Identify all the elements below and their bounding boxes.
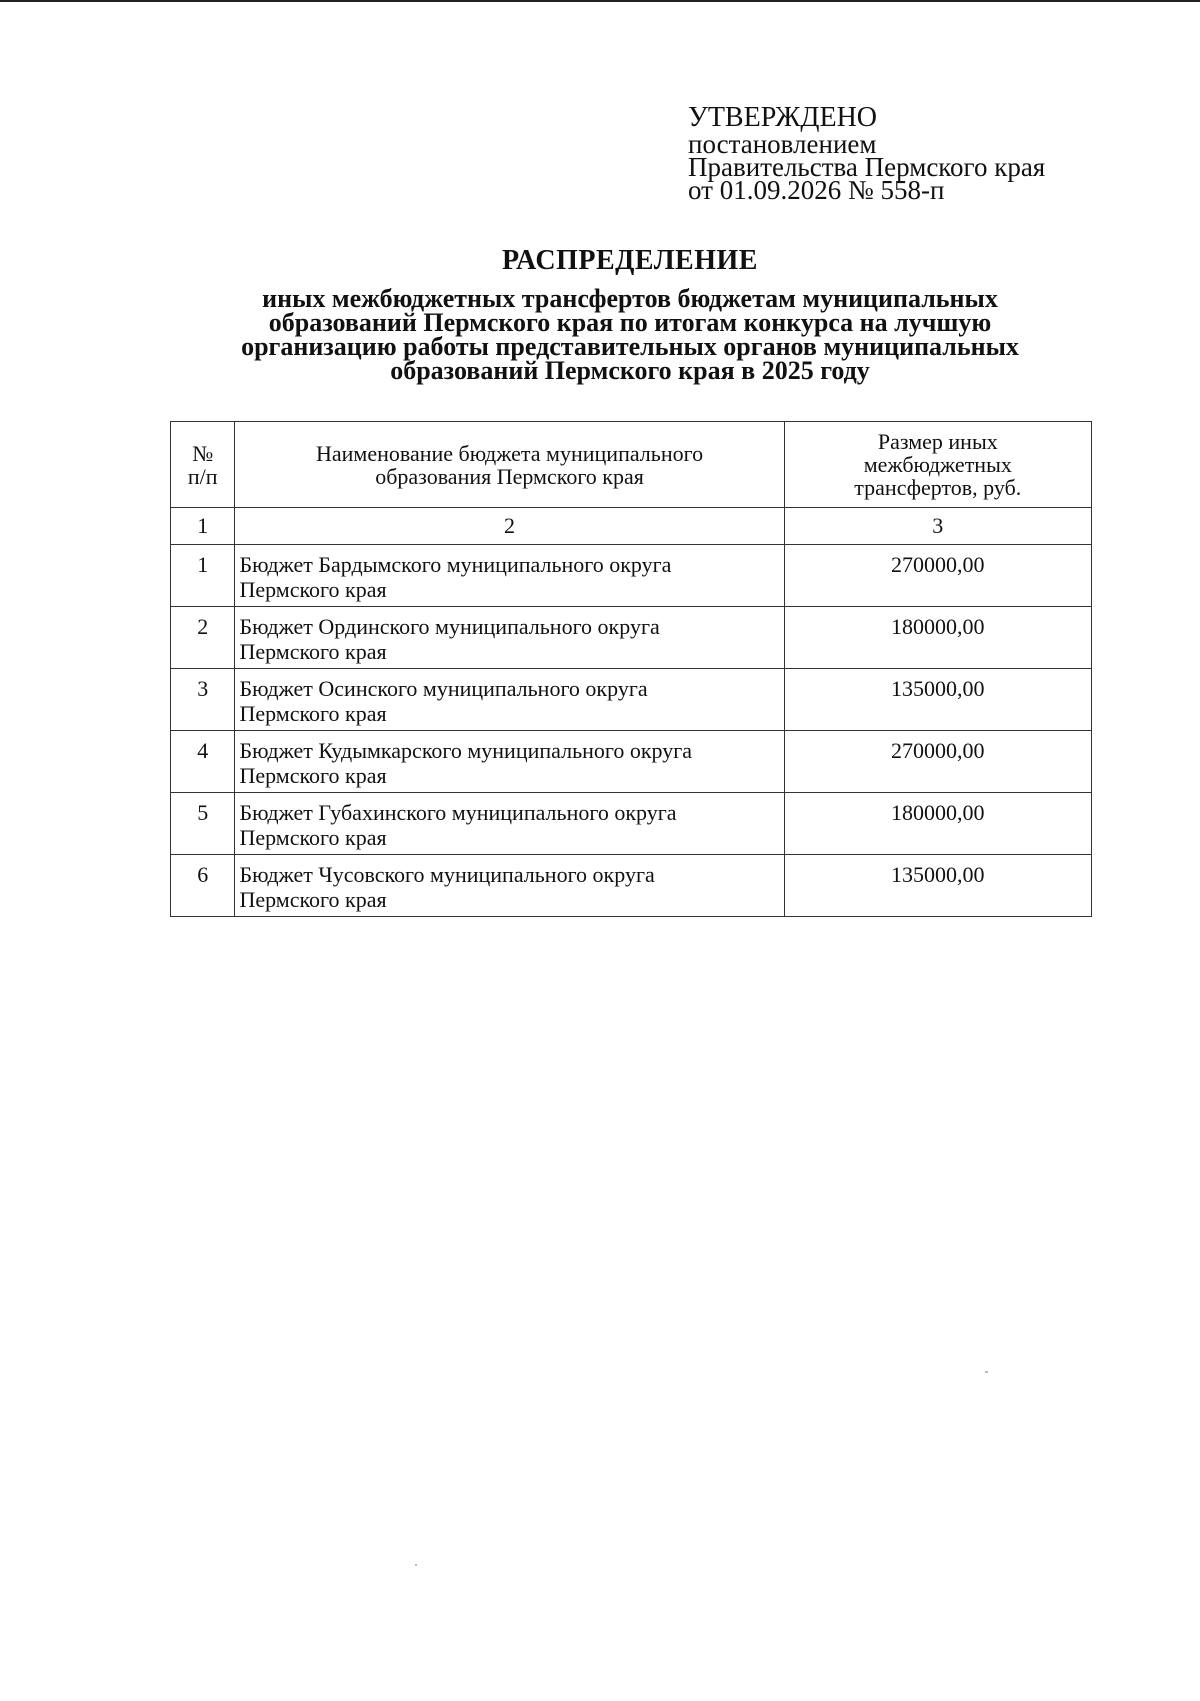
subtitle-line: организацию работы представительных органов муниципальных (241, 332, 1019, 361)
budget-name-line: Пермского края (239, 639, 387, 664)
budget-name-line: Бюджет Чусовского муниципального округа (239, 862, 655, 887)
column-number: 2 (235, 508, 784, 545)
budget-name (235, 669, 784, 731)
transfer-amount: 270000,00 (784, 545, 1091, 607)
document-subtitle (180, 284, 1080, 385)
document-title: РАСПРЕДЕЛЕНИЕ (502, 245, 758, 276)
subtitle-line: иных межбюджетных трансфертов бюджетам муниципальных (262, 284, 998, 313)
table-header-row (171, 422, 1092, 508)
table-row (171, 793, 1092, 855)
budget-name-line: Пермского края (239, 825, 387, 850)
row-number: 6 (171, 855, 235, 917)
scan-speck (985, 1371, 988, 1373)
budget-name (235, 855, 784, 917)
header-number (171, 422, 235, 508)
budget-name (235, 731, 784, 793)
header-text: № (192, 440, 214, 466)
page-top-edge (0, 0, 1200, 2)
row-number: 2 (171, 607, 235, 669)
subtitle-line: образований Пермского края в 2025 году (390, 356, 870, 385)
header-text: Наименование бюджета муниципального (315, 440, 704, 466)
row-number: 1 (171, 545, 235, 607)
row-number: 5 (171, 793, 235, 855)
row-number: 4 (171, 731, 235, 793)
subtitle-line: образований Пермского края по итогам конкурса на лучшую (268, 308, 992, 337)
budget-name-line: Бюджет Бардымского муниципального округа (239, 552, 672, 577)
column-number: 3 (784, 508, 1091, 545)
table-row (171, 855, 1092, 917)
budget-name (235, 607, 784, 669)
budget-name-line: Бюджет Губахинского муниципального округа (239, 800, 677, 825)
approval-line: от 01.09.2026 № 558-п (688, 175, 945, 205)
header-text: п/п (187, 463, 218, 489)
budget-name-line: Пермского края (239, 887, 387, 912)
transfer-amount: 180000,00 (784, 607, 1091, 669)
header-text: трансфертов, руб. (854, 475, 1022, 500)
transfer-amount: 270000,00 (784, 731, 1091, 793)
budget-name-line: Пермского края (239, 577, 387, 602)
budget-name-line: Бюджет Осинского муниципального округа (239, 676, 648, 701)
approval-line: Правительства Пермского края (688, 152, 1046, 182)
table-row (171, 545, 1092, 607)
distribution-table (170, 421, 1092, 917)
table-row (171, 607, 1092, 669)
approval-line: постановлением (688, 129, 877, 159)
header-text: Размер иных (877, 429, 998, 454)
budget-name-line: Бюджет Кудымкарского муниципального округа (239, 738, 693, 763)
header-text: межбюджетных (863, 452, 1012, 477)
column-number: 1 (171, 508, 235, 545)
header-text: образования Пермского края (375, 463, 644, 489)
approval-block (688, 102, 1168, 205)
transfer-amount: 135000,00 (784, 855, 1091, 917)
budget-name-line: Пермского края (239, 701, 387, 726)
transfer-amount: 135000,00 (784, 669, 1091, 731)
row-number: 3 (171, 669, 235, 731)
budget-name-line: Бюджет Ординского муниципального округа (239, 614, 660, 639)
budget-name-line: Пермского края (239, 763, 387, 788)
approval-stamp: УТВЕРЖДЕНО (688, 102, 878, 133)
table-row (171, 731, 1092, 793)
header-amount (784, 422, 1091, 508)
budget-name (235, 545, 784, 607)
column-numbers-row (171, 508, 1092, 545)
table-row (171, 669, 1092, 731)
scan-speck (415, 1564, 417, 1566)
budget-name (235, 793, 784, 855)
header-budget-name (235, 422, 784, 508)
transfer-amount: 180000,00 (784, 793, 1091, 855)
